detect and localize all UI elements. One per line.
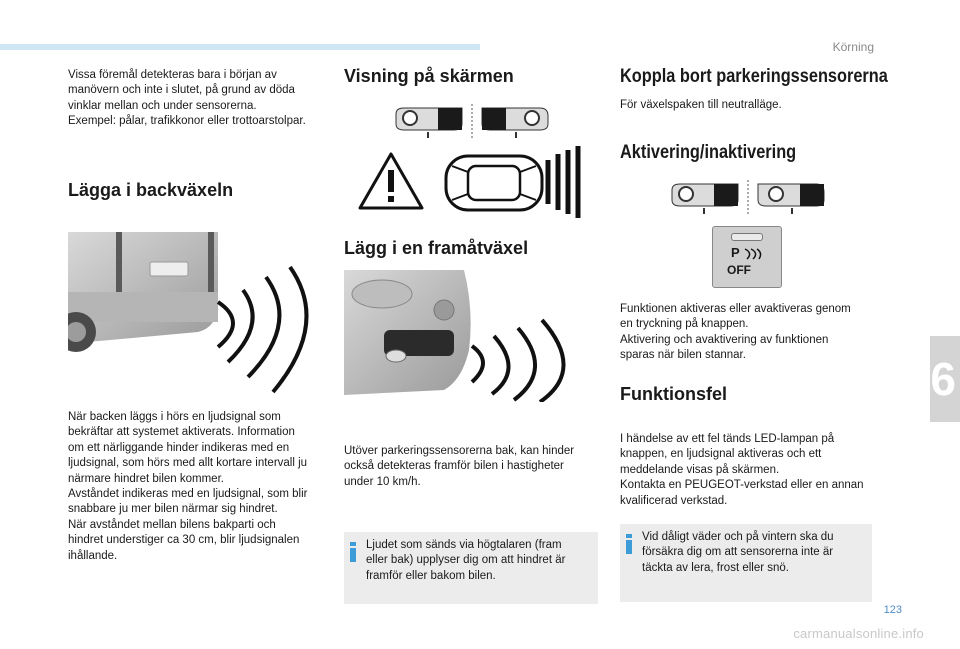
car-roof	[468, 166, 520, 200]
reverse-line: bekräftar att systemet aktiverats. Information	[68, 426, 295, 439]
button-label-p: P	[731, 245, 740, 260]
note-line: försäkra dig om att sensorerna inte är	[642, 546, 834, 559]
rear-mirror-icons	[392, 104, 552, 138]
info-note-text	[366, 538, 565, 584]
steering-wheel-icon	[403, 111, 417, 125]
fault-line: I händelse av ett fel tänds LED-lampan på	[620, 433, 835, 445]
steering-wheel-icon	[525, 111, 539, 125]
weather-note	[620, 524, 872, 602]
mirror-right-dark-area	[800, 184, 824, 206]
car-pillar	[208, 232, 214, 302]
page-number: 123	[883, 604, 902, 616]
reverse-line: Avståndet indikeras med en ljudsignal, som blir	[68, 488, 308, 501]
note-line: eller bak) upplyser dig om att hindret är	[366, 554, 566, 567]
watermark: carmanualsonline.info	[793, 626, 924, 641]
reverse-line: närmare hindret bilen kommer.	[68, 472, 224, 485]
fault-heading: Funktionsfel	[620, 384, 727, 404]
chapter-number: 6	[930, 353, 956, 405]
button-label-off: OFF	[727, 263, 751, 277]
intro-line: vinklar mellan och under sensorerna.	[68, 99, 257, 112]
forward-line: Utöver parkeringssensorerna bak, kan hinder	[344, 445, 575, 457]
mirror-left-dark-area	[438, 108, 462, 130]
rear-sensor-illustration	[68, 232, 323, 402]
forward-line: också detekteras framför bilen i hastigheter	[344, 460, 564, 473]
fault-line: knappen, en ljudsignal aktiveras och ett	[620, 448, 822, 461]
front-mirror-icons	[668, 180, 828, 214]
fault-text	[620, 432, 864, 509]
header-accent-bar	[0, 44, 480, 50]
steering-wheel-icon	[769, 187, 783, 201]
intro-line: Exempel: pålar, trafikkonor eller trottoarstolpar.	[68, 115, 306, 128]
info-icon	[350, 542, 356, 562]
note-line: Vid dåligt väder och på vintern ska du	[642, 531, 834, 543]
activation-line: sparas när bilen stannar.	[620, 349, 746, 362]
forward-heading: Lägg i en framåtväxel	[344, 238, 529, 258]
display-heading: Visning på skärmen	[344, 66, 514, 86]
disconnect-text: För växelspaken till neutralläge.	[620, 99, 782, 111]
intro-text	[68, 68, 306, 130]
info-icon	[626, 534, 632, 554]
button-led	[731, 233, 763, 241]
section-label: Körning	[832, 40, 874, 54]
note-line: Ljudet som sänds via högtalaren (fram	[366, 539, 562, 551]
note-line: framför eller bakom bilen.	[366, 569, 496, 582]
reverse-line: När avståndet mellan bilens bakparti och	[68, 518, 276, 531]
activation-heading: Aktivering/inaktivering	[620, 142, 797, 163]
activation-line: Funktionen aktiveras eller avaktiveras genom	[620, 303, 851, 315]
fault-line: kvalificerad verkstad.	[620, 494, 728, 507]
license-plate	[150, 262, 188, 276]
intro-line: manövern och inte i slutet, på grund av döda	[68, 84, 295, 97]
activation-line: Aktivering och avaktivering av funktionen	[620, 333, 829, 346]
forward-text	[344, 444, 574, 490]
reverse-line: hindret understiger ca 30 cm, blir ljudsignalen	[68, 534, 300, 547]
steering-wheel-icon	[679, 187, 693, 201]
badge	[434, 300, 454, 320]
reverse-heading: Lägga i backväxeln	[68, 180, 234, 200]
fog-light	[386, 350, 406, 362]
reverse-line: ihållande.	[68, 549, 118, 562]
car-pillar	[116, 232, 122, 292]
activation-text	[620, 302, 851, 364]
front-sensor-illustration	[344, 270, 594, 402]
fault-line: Kontakta en PEUGEOT-verkstad eller en annan	[620, 479, 864, 492]
forward-line: under 10 km/h.	[344, 475, 421, 488]
disconnect-heading: Koppla bort parkeringssensorerna	[620, 66, 888, 87]
headlight	[352, 280, 412, 308]
info-note	[344, 532, 598, 604]
warning-triangle-icon	[356, 150, 426, 212]
rear-bumper	[68, 292, 218, 322]
mirror-right-dark-area	[482, 108, 506, 130]
reverse-line: När backen läggs i hörs en ljudsignal som	[68, 411, 281, 423]
note-line: täckta av lera, frost eller snö.	[642, 561, 790, 574]
fault-line: meddelande visas på skärmen.	[620, 463, 780, 476]
reverse-line: om ett närliggande hinder indikeras med en	[68, 441, 290, 454]
reverse-line: snabbare ju mer bilen närmar sig hindret.	[68, 503, 278, 516]
activation-line: en tryckning på knappen.	[620, 318, 749, 331]
park-assist-button[interactable]	[727, 245, 767, 279]
reverse-text	[68, 410, 308, 564]
parking-sensor-icon	[743, 247, 763, 261]
intro-line: Vissa föremål detekteras bara i början av	[68, 69, 277, 81]
mirror-left-dark-area	[714, 184, 738, 206]
park-assist-button-panel	[712, 226, 782, 288]
weather-note-text	[642, 530, 834, 576]
car-display-icon	[444, 146, 584, 218]
reverse-line: ljudsignal, som hörs med allt kortare intervall ju	[68, 457, 308, 470]
